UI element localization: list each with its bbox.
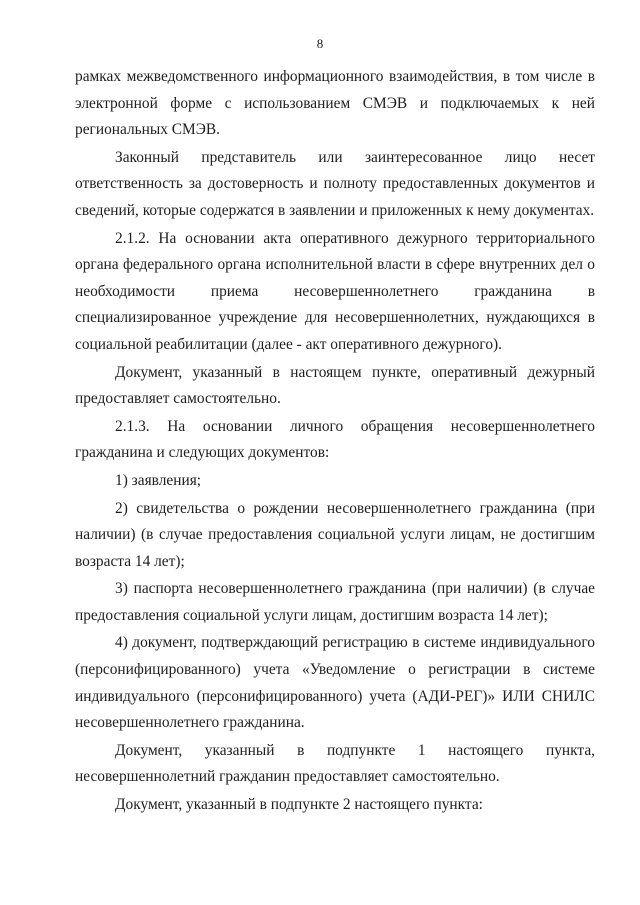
list-item-3: 3) паспорта несовершеннолетнего гражданина (при наличии) (в случае предоставления социальной услуги лицам, достигшим возраста 14 лет); <box>75 580 595 624</box>
page-number: 8 <box>316 36 324 51</box>
paragraph-subitem-1-document: Документ, указанный в подпункте 1 настоящего пункта, несовершеннолетний гражданин предоставляет самостоятельно. <box>75 741 595 786</box>
list-item-4: 4) документ, подтверждающий регистрацию в системе индивидуального (персонифицированного) учета «Уведомление о регистрации в системе индивидуального (персонифицированного) учета (АДИ-РЕГ)» ИЛИ СНИЛС несовершеннолетнего гражданина. <box>75 634 595 732</box>
paragraph-subitem-2-document: Документ, указанный в подпункте 2 настоящего пункта: <box>115 796 483 814</box>
list-item-2: 2) свидетельства о рождении несовершеннолетнего гражданина (при наличии) (в случае предоставления социальной услуги лицам, не достигшим возраста 14 лет); <box>75 499 595 570</box>
list-item-1: 1) заявления; <box>115 471 202 489</box>
paragraph-2-1-2: 2.1.2. На основании акта оперативного дежурного территориального органа федерального органа исполнительной власти в сфере внутренних дел о необходимости приема несовершеннолетнего гражданина в специализированное учреждение для несовершеннолетних, нуждающихся в социальной реабилитации (далее - акт оперативного дежурного). <box>75 229 595 353</box>
paragraph-representative-responsibility: Законный представитель или заинтересованное лицо несет ответственность за достоверность и полноту предоставленных документов и сведений, которые содержатся в заявлении и приложенных к нему документах. <box>75 148 595 219</box>
paragraph-duty-officer-document: Документ, указанный в настоящем пункте, оперативный дежурный предоставляет самостоятельно. <box>75 363 595 408</box>
document-body <box>75 64 595 819</box>
paragraph-2-1-3: 2.1.3. На основании личного обращения несовершеннолетнего гражданина и следующих документов: <box>75 417 595 462</box>
paragraph-smev-continuation: рамках межведомственного информационного взаимодействия, в том числе в электронной форме с использованием СМЭВ и подключаемых к ней региональных СМЭВ. <box>75 68 595 139</box>
